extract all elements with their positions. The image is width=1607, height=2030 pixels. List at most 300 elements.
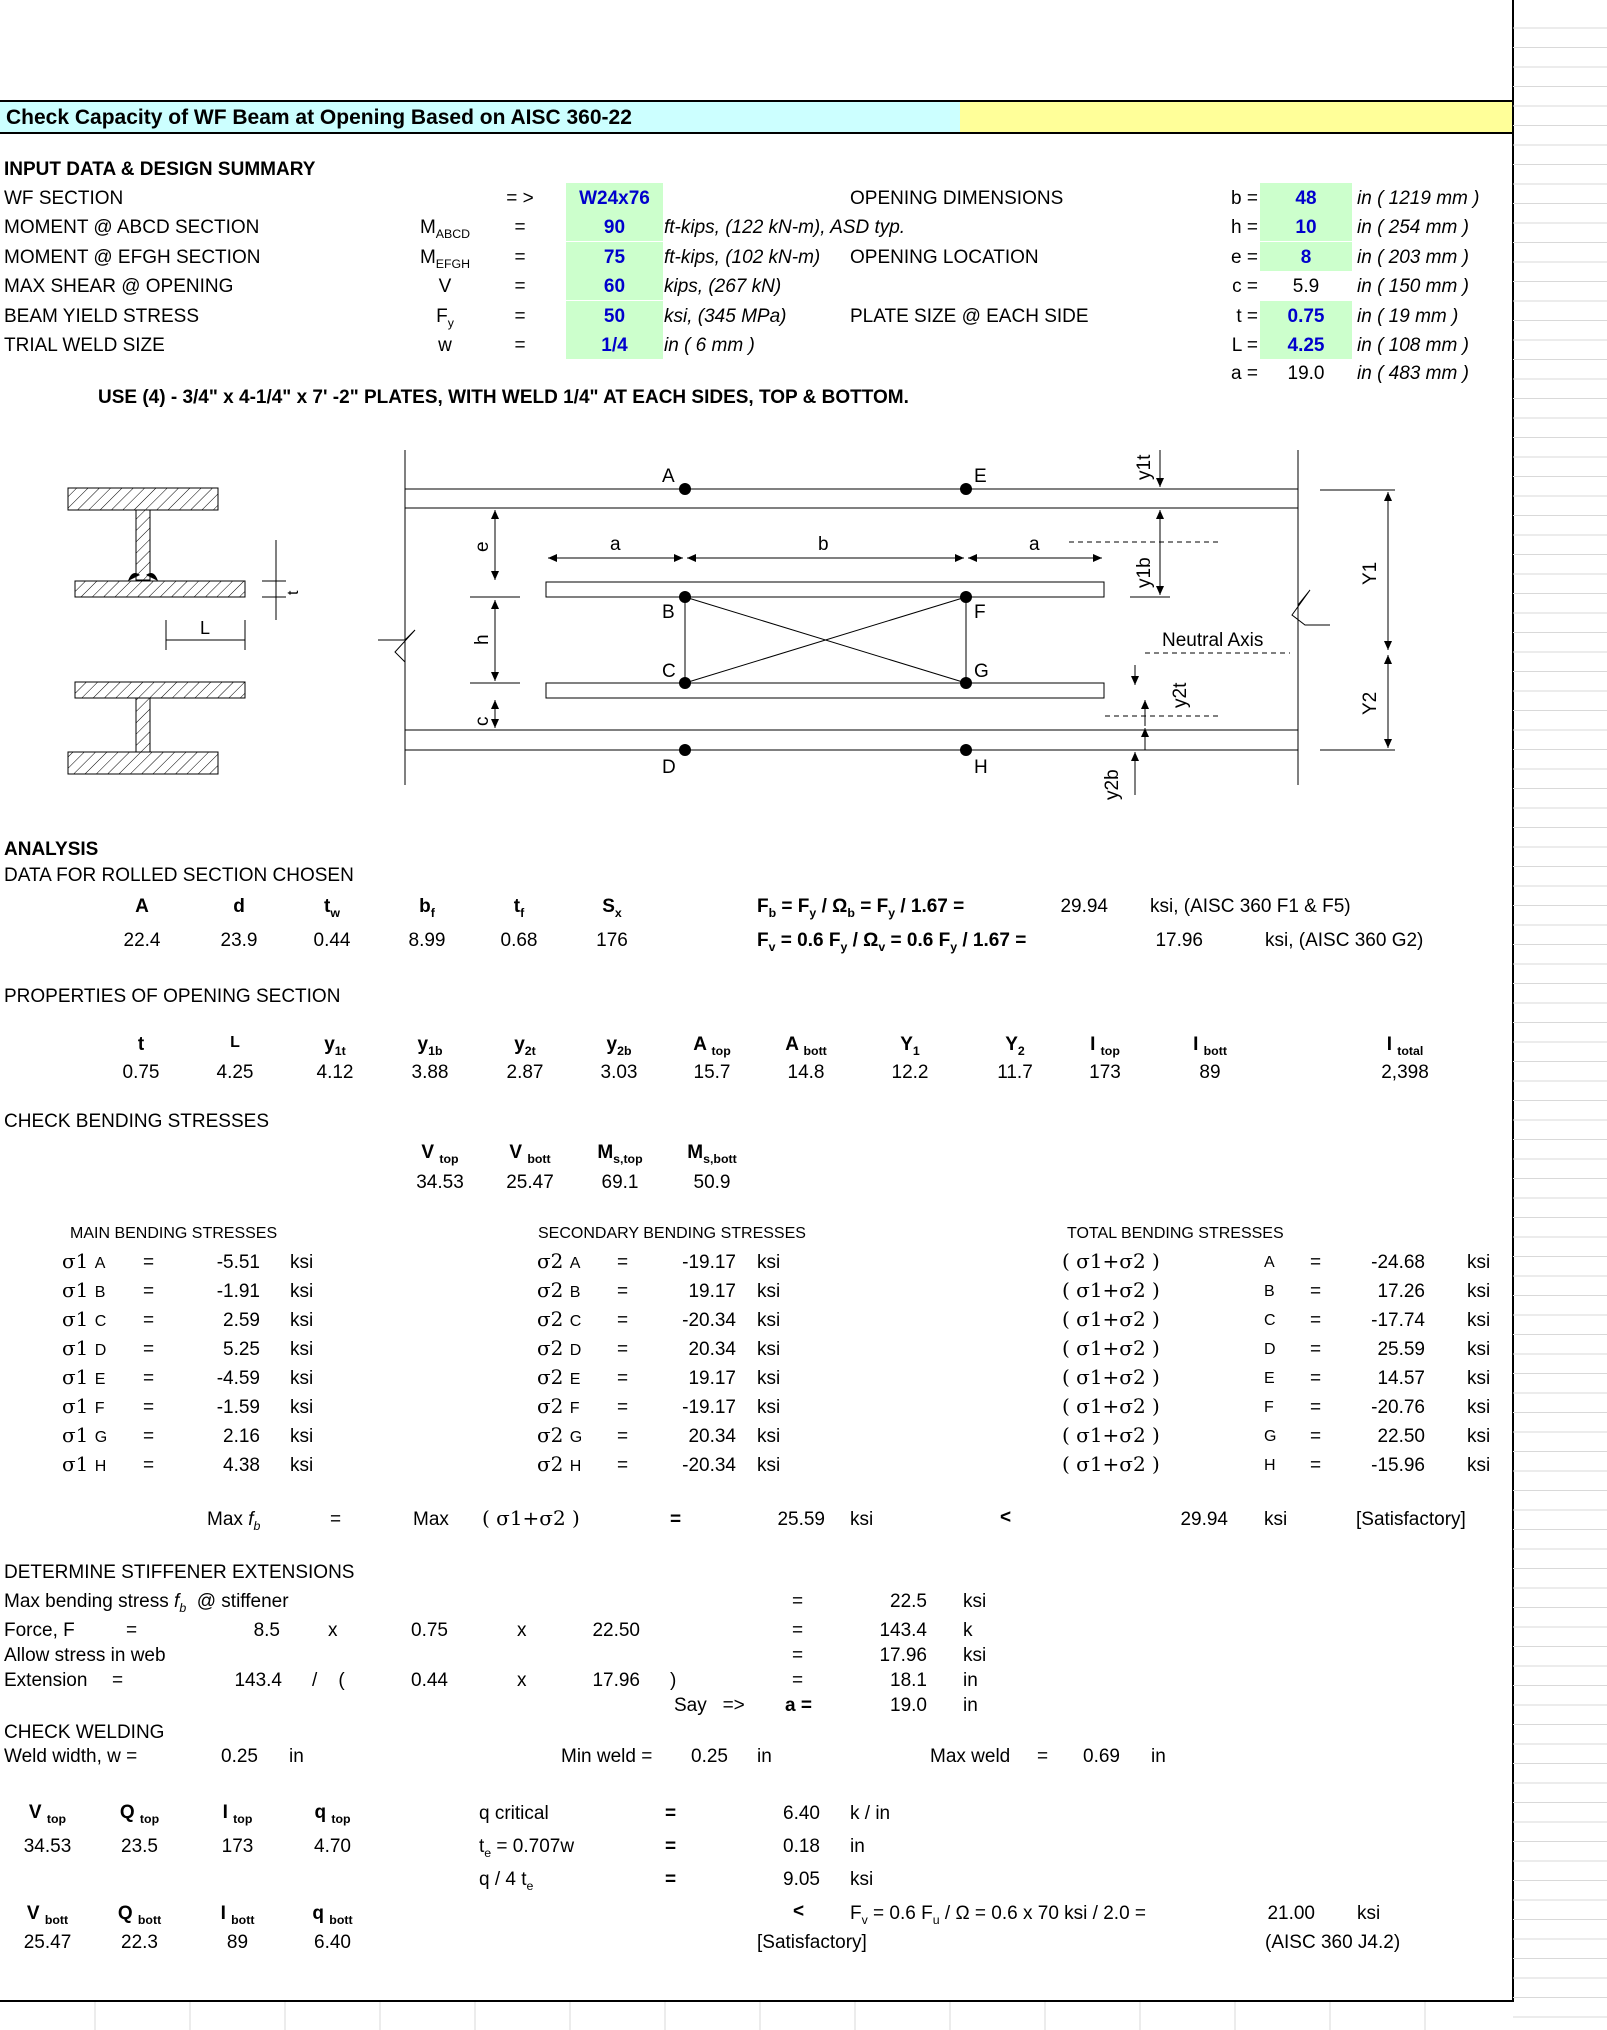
- opening-value: 4.25: [1287, 335, 1325, 356]
- min-weld-unit: in: [757, 1746, 772, 1767]
- rolled-header: DATA FOR ROLLED SECTION CHOSEN: [4, 865, 354, 886]
- fv-weld-unit: ksi: [1357, 1903, 1381, 1924]
- ksi-unit: ksi: [757, 1368, 781, 1389]
- ksi-unit: ksi: [1467, 1310, 1491, 1331]
- sigma1-value: -5.51: [216, 1252, 260, 1273]
- bending-col-header: $M_{s,bott}$: [687, 1142, 737, 1166]
- force-a: 8.5: [253, 1620, 280, 1641]
- input-value: 60: [603, 276, 626, 297]
- opening-symbol: L =: [1231, 335, 1258, 356]
- eq-sign: =: [617, 1426, 629, 1447]
- point-label: F: [1264, 1399, 1274, 1416]
- te-value: 0.18: [783, 1836, 820, 1857]
- beam-opening-diagram: [0, 440, 1512, 820]
- eq-sign: =: [617, 1455, 629, 1476]
- point-label: D: [1264, 1341, 1276, 1358]
- opening-col-header: A $_{top}$: [693, 1034, 731, 1058]
- weld-width-unit: in: [289, 1746, 304, 1767]
- sigma2-label: σ2 D: [537, 1336, 582, 1360]
- opening-value: 2.87: [506, 1062, 544, 1083]
- extension-a: 143.4: [234, 1670, 282, 1691]
- opening-symbol: h =: [1231, 217, 1258, 238]
- opening-value: 173: [1089, 1062, 1121, 1083]
- sum-label: ( σ1+σ2 ): [1062, 1249, 1160, 1273]
- opening-location-label: OPENING LOCATION: [850, 247, 1039, 268]
- allow-value: 29.94: [1180, 1509, 1228, 1530]
- sum-label: ( σ1+σ2 ): [1062, 1394, 1160, 1418]
- opening-col-header: t: [137, 1034, 145, 1055]
- opening-unit: in ( 254 mm ): [1357, 217, 1469, 238]
- sigma2-label: σ2 F: [537, 1394, 580, 1418]
- input-symbol: $F_y$: [436, 306, 454, 330]
- opening-value: 19.0: [1287, 363, 1325, 384]
- rolled-value: 0.68: [500, 930, 538, 951]
- weld-top-value: 23.5: [121, 1836, 158, 1857]
- input-eq: = >: [506, 188, 534, 209]
- weld-bott-header: V $_{bott}$: [26, 1903, 69, 1927]
- svg-text:L: L: [200, 618, 211, 638]
- bending-value: 34.53: [416, 1172, 464, 1193]
- total-value: -17.74: [1371, 1310, 1425, 1331]
- eq-sign: =: [1310, 1397, 1322, 1418]
- weld-less-than: <: [793, 1901, 805, 1922]
- opening-value: 5.9: [1292, 276, 1320, 297]
- max-fb-eq: =: [330, 1509, 342, 1530]
- sigma2-label: σ2 A: [537, 1249, 581, 1273]
- input-unit: kips, (267 kN): [664, 276, 782, 297]
- ksi-unit: ksi: [757, 1281, 781, 1302]
- fv-value: 17.96: [1155, 930, 1203, 951]
- design-summary: USE (4) - 3/4" x 4-1/4" x 7' -2" PLATES, WITH WELD 1/4" AT EACH SIDES, TOP & BOTTOM.: [98, 387, 909, 408]
- point-label: H: [1264, 1457, 1276, 1474]
- point-label-B: B: [662, 602, 675, 623]
- point-label-C: C: [662, 661, 676, 682]
- total-value: -15.96: [1371, 1455, 1425, 1476]
- sigma2-value: 19.17: [688, 1368, 736, 1389]
- q4-unit: ksi: [850, 1869, 874, 1890]
- welding-header: CHECK WELDING: [4, 1722, 165, 1743]
- input-value: 90: [603, 217, 626, 238]
- sigma1-label: σ1 C: [62, 1307, 107, 1331]
- max-eq: =: [670, 1509, 682, 1530]
- input-eq: =: [514, 247, 526, 268]
- y2b-label: y2b: [1102, 769, 1123, 800]
- opening-value: 2,398: [1381, 1062, 1429, 1083]
- extension-slash: / (: [312, 1670, 345, 1691]
- weld-top-value: 4.70: [314, 1836, 351, 1857]
- force-b: 0.75: [411, 1620, 448, 1641]
- sigma1-label: σ1 B: [62, 1278, 106, 1302]
- opening-unit: in ( 483 mm ): [1357, 363, 1469, 384]
- point-label: A: [1264, 1254, 1275, 1271]
- opening-col-header: $y_{2b}$: [606, 1034, 632, 1058]
- eq-sign: =: [143, 1310, 155, 1331]
- max-weld-value: 0.69: [1083, 1746, 1120, 1767]
- say-label: Say =>: [674, 1695, 745, 1716]
- weld-top-value: 173: [221, 1836, 254, 1857]
- y1t-label: y1t: [1134, 454, 1155, 480]
- weld-top-header: V $_{top}$: [28, 1802, 67, 1826]
- max-sum-label: ( σ1+σ2 ): [482, 1506, 580, 1530]
- ksi-unit: ksi: [757, 1397, 781, 1418]
- eq-sign: =: [143, 1339, 155, 1360]
- qcrit-unit: k / in: [850, 1803, 891, 1824]
- beam-elevation: [378, 450, 1395, 785]
- sigma1-label: σ1 G: [62, 1423, 108, 1447]
- q4-value: 9.05: [783, 1869, 820, 1890]
- opening-col-header: $y_{2t}$: [514, 1034, 536, 1058]
- sigma2-value: -19.17: [682, 1252, 736, 1273]
- sigma1-value: -1.59: [216, 1397, 260, 1418]
- stiffener-line1-label: Max bending stress $f_b$ @ stiffener: [4, 1591, 289, 1615]
- weld-top-header: Q $_{top}$: [119, 1802, 160, 1826]
- ksi-unit: ksi: [290, 1252, 314, 1273]
- opening-col-header: $y_{1t}$: [324, 1034, 346, 1058]
- spreadsheet-grid-bottom: [0, 2002, 1513, 2030]
- min-weld-label: Min weld =: [561, 1746, 653, 1767]
- max-weld-label: Max weld: [930, 1746, 1011, 1767]
- allow-web-value: 17.96: [879, 1645, 927, 1666]
- allow-web-unit: ksi: [963, 1645, 987, 1666]
- weld-width-value: 0.25: [221, 1746, 258, 1767]
- fb-formula: $F_b = F_y / \Omega_b = F_y / 1.67$ =: [757, 896, 965, 920]
- total-value: 22.50: [1377, 1426, 1425, 1447]
- point-label-F: F: [974, 602, 986, 623]
- input-value: 75: [603, 247, 626, 268]
- fv-formula: $F_v = 0.6$ $F_y / \Omega_v = 0.6$ $F_y / 1.67$ =: [757, 930, 1027, 954]
- sigma1-label: σ1 D: [62, 1336, 107, 1360]
- sum-label: ( σ1+σ2 ): [1062, 1307, 1160, 1331]
- eq-sign: =: [617, 1281, 629, 1302]
- sigma2-value: 20.34: [688, 1426, 736, 1447]
- weld-bott-header: I $_{bott}$: [220, 1903, 255, 1927]
- sigma1-label: σ1 H: [62, 1452, 107, 1476]
- dim-label-a: a: [1029, 534, 1040, 555]
- sigma1-label: σ1 F: [62, 1394, 105, 1418]
- svg-text:t: t: [285, 590, 302, 595]
- fb-ref: ksi, (AISC 360 F1 & F5): [1150, 896, 1351, 917]
- eq-sign: =: [617, 1310, 629, 1331]
- q4-label: q / 4 $t_e$: [479, 1869, 534, 1893]
- stiffener-header: DETERMINE STIFFENER EXTENSIONS: [4, 1562, 355, 1583]
- point-label: E: [1264, 1370, 1275, 1387]
- total-value: -24.68: [1371, 1252, 1425, 1273]
- eq-sign: =: [143, 1252, 155, 1273]
- title-bar: [0, 100, 1512, 134]
- secondary-stresses-header: SECONDARY BENDING STRESSES: [538, 1225, 806, 1242]
- neutral-axis-label: Neutral Axis: [1162, 630, 1264, 651]
- max-fb-label: Max $f_b$: [207, 1509, 261, 1533]
- analysis-header: ANALYSIS: [4, 839, 99, 860]
- opening-value: 14.8: [787, 1062, 825, 1083]
- input-label: MOMENT @ ABCD SECTION: [4, 217, 260, 238]
- extension-eq2: =: [792, 1670, 804, 1691]
- bending-value: 69.1: [601, 1172, 639, 1193]
- te-unit: in: [850, 1836, 865, 1857]
- input-symbol: $M_{EFGH}$: [419, 247, 471, 271]
- less-than: <: [1000, 1507, 1012, 1528]
- weld-result: [Satisfactory]: [757, 1932, 867, 1953]
- force-c: 22.50: [592, 1620, 640, 1641]
- opening-value: 10: [1295, 217, 1317, 238]
- eq-sign: =: [1310, 1455, 1322, 1476]
- diagram-points: [679, 483, 972, 756]
- opening-col-header: I $_{bott}$: [1193, 1034, 1227, 1058]
- opening-symbol: t =: [1236, 306, 1258, 327]
- rolled-value: 22.4: [123, 930, 161, 951]
- point-label-A: A: [662, 466, 675, 487]
- bending-value: 50.9: [693, 1172, 731, 1193]
- dim-label-a: a: [610, 534, 621, 555]
- stiffener-line1-eq: =: [792, 1591, 804, 1612]
- opening-value: 3.03: [600, 1062, 638, 1083]
- input-label: MAX SHEAR @ OPENING: [4, 276, 234, 297]
- opening-unit: in ( 19 mm ): [1357, 306, 1459, 327]
- rolled-col-header: $S_x$: [602, 896, 622, 920]
- input-value: 50: [603, 306, 626, 327]
- input-label: TRIAL WELD SIZE: [4, 335, 165, 356]
- sigma2-value: -20.34: [682, 1310, 736, 1331]
- sum-label: ( σ1+σ2 ): [1062, 1278, 1160, 1302]
- opening-col-header: $y_{1b}$: [417, 1034, 443, 1058]
- total-value: 25.59: [1377, 1339, 1425, 1360]
- ksi-unit: ksi: [290, 1426, 314, 1447]
- sum-label: ( σ1+σ2 ): [1062, 1336, 1160, 1360]
- sigma1-label: σ1 E: [62, 1365, 106, 1389]
- total-stresses-header: TOTAL BENDING STRESSES: [1067, 1225, 1284, 1242]
- y2t-label: y2t: [1170, 682, 1191, 708]
- eq-sign: =: [143, 1426, 155, 1447]
- opening-unit: in ( 150 mm ): [1357, 276, 1469, 297]
- Y2-label: Y2: [1360, 691, 1381, 715]
- opening-symbol: c =: [1232, 276, 1258, 297]
- rolled-col-header: $b_f$: [419, 896, 435, 920]
- opening-col-header: I $_{top}$: [1090, 1034, 1120, 1058]
- rolled-value: 23.9: [220, 930, 258, 951]
- ksi-unit: ksi: [1467, 1339, 1491, 1360]
- say-value: 19.0: [890, 1695, 927, 1716]
- extension-b: 0.44: [411, 1670, 448, 1691]
- bending-col-header: V $_{bott}$: [509, 1142, 551, 1166]
- rolled-value: 8.99: [408, 930, 446, 951]
- input-header: INPUT DATA & DESIGN SUMMARY: [4, 159, 316, 180]
- bending-result: [Satisfactory]: [1356, 1509, 1466, 1530]
- say-unit: in: [963, 1695, 978, 1716]
- ksi-unit: ksi: [290, 1397, 314, 1418]
- sum-label: ( σ1+σ2 ): [1062, 1452, 1160, 1476]
- ksi-unit: ksi: [757, 1339, 781, 1360]
- sigma1-value: 4.38: [223, 1455, 260, 1476]
- weld-bott-value: 22.3: [121, 1932, 158, 1953]
- input-unit: in ( 6 mm ): [664, 335, 755, 356]
- main-stresses-header: MAIN BENDING STRESSES: [70, 1225, 278, 1242]
- opening-dimensions-label: OPENING DIMENSIONS: [850, 188, 1064, 209]
- point-label: C: [1264, 1312, 1276, 1329]
- opening-unit: in ( 203 mm ): [1357, 247, 1469, 268]
- force-label: Force, F: [4, 1620, 75, 1641]
- max-unit: ksi: [850, 1509, 874, 1530]
- spreadsheet-grid-right: [1513, 0, 1607, 2030]
- ksi-unit: ksi: [290, 1368, 314, 1389]
- bending-col-header: $M_{s,top}$: [597, 1142, 643, 1166]
- opening-value: 3.88: [411, 1062, 449, 1083]
- dim-label-e: e: [472, 541, 493, 552]
- eq-sign: =: [143, 1397, 155, 1418]
- sigma1-value: 2.16: [223, 1426, 260, 1447]
- input-value: 1/4: [601, 335, 628, 356]
- opening-value: 4.25: [216, 1062, 254, 1083]
- ksi-unit: ksi: [290, 1310, 314, 1331]
- eq-sign: =: [1310, 1252, 1322, 1273]
- ksi-unit: ksi: [1467, 1426, 1491, 1447]
- qcrit-label: q critical: [479, 1803, 549, 1824]
- extension-x: x: [517, 1670, 527, 1691]
- plate-size-label: PLATE SIZE @ EACH SIDE: [850, 306, 1089, 327]
- weld-bott-header: Q $_{bott}$: [117, 1903, 162, 1927]
- extension-eq1: =: [112, 1670, 124, 1691]
- opening-value: 0.75: [122, 1062, 160, 1083]
- input-symbol: w: [438, 335, 452, 356]
- opening-value: 12.2: [891, 1062, 929, 1083]
- total-value: -20.76: [1371, 1397, 1425, 1418]
- force-x1: x: [328, 1620, 338, 1641]
- point-label-D: D: [662, 757, 676, 778]
- opening-value: 11.7: [997, 1062, 1033, 1083]
- total-value: 14.57: [1377, 1368, 1425, 1389]
- stiffener-line1-unit: ksi: [963, 1591, 987, 1612]
- opening-col-header: I $_{total}$: [1386, 1034, 1424, 1058]
- eq-sign: =: [143, 1368, 155, 1389]
- ksi-unit: ksi: [1467, 1281, 1491, 1302]
- eq-sign: =: [617, 1252, 629, 1273]
- opening-header: PROPERTIES OF OPENING SECTION: [4, 986, 341, 1007]
- ksi-unit: ksi: [757, 1252, 781, 1273]
- te-eq: =: [665, 1836, 677, 1857]
- stiffener-line1-value: 22.5: [890, 1591, 927, 1612]
- ksi-unit: ksi: [1467, 1252, 1491, 1273]
- sigma2-label: σ2 H: [537, 1452, 582, 1476]
- allow-unit: ksi: [1264, 1509, 1288, 1530]
- input-label: MOMENT @ EFGH SECTION: [4, 247, 261, 268]
- bending-header: CHECK BENDING STRESSES: [4, 1111, 269, 1132]
- min-weld-value: 0.25: [691, 1746, 728, 1767]
- allow-web-eq: =: [792, 1645, 804, 1666]
- sigma1-value: -4.59: [216, 1368, 260, 1389]
- input-eq: =: [514, 335, 526, 356]
- fv-weld-value: 21.00: [1267, 1903, 1315, 1924]
- Y1-label: Y1: [1360, 561, 1381, 585]
- ksi-unit: ksi: [1467, 1455, 1491, 1476]
- opening-value: 4.12: [316, 1062, 354, 1083]
- eq-sign: =: [617, 1368, 629, 1389]
- eq-sign: =: [1310, 1426, 1322, 1447]
- input-label: BEAM YIELD STRESS: [4, 306, 199, 327]
- fb-value: 29.94: [1060, 896, 1108, 917]
- eq-sign: =: [617, 1397, 629, 1418]
- input-symbol: $M_{ABCD}$: [419, 217, 471, 241]
- sigma2-label: σ2 C: [537, 1307, 582, 1331]
- point-label: G: [1264, 1428, 1277, 1445]
- eq-sign: =: [1310, 1339, 1322, 1360]
- force-eq2: =: [792, 1620, 804, 1641]
- rolled-col-header: $t_w$: [324, 896, 340, 920]
- point-label-H: H: [974, 757, 988, 778]
- eq-sign: =: [143, 1455, 155, 1476]
- fv-weld-formula: $F_v = 0.6$ $F_u / \Omega = 0.6$ x 70 ksi / 2.0 =: [850, 1903, 1147, 1927]
- opening-col-header: A $_{bott}$: [785, 1034, 827, 1058]
- force-unit: k: [963, 1620, 973, 1641]
- weld-top-header: I $_{top}$: [222, 1802, 253, 1826]
- force-eq1: =: [126, 1620, 138, 1641]
- opening-value: 8: [1300, 247, 1312, 268]
- opening-symbol: b =: [1231, 188, 1258, 209]
- opening-col-header: L: [230, 1034, 240, 1051]
- sigma2-label: σ2 E: [537, 1365, 581, 1389]
- input-eq: =: [514, 276, 526, 297]
- sum-label: ( σ1+σ2 ): [1062, 1365, 1160, 1389]
- qcrit-value: 6.40: [783, 1803, 820, 1824]
- point-label: B: [1264, 1283, 1275, 1300]
- opening-value: 48: [1295, 188, 1317, 209]
- sigma2-value: 19.17: [688, 1281, 736, 1302]
- sigma2-label: σ2 B: [537, 1278, 581, 1302]
- extension-close: ): [670, 1670, 677, 1691]
- input-eq: =: [514, 306, 526, 327]
- rolled-col-header: $t_f$: [513, 896, 525, 920]
- ksi-unit: ksi: [290, 1339, 314, 1360]
- point-label-E: E: [974, 466, 987, 487]
- sigma2-value: 20.34: [688, 1339, 736, 1360]
- dim-label-h: h: [472, 634, 493, 645]
- sigma1-value: 5.25: [223, 1339, 260, 1360]
- input-symbol: V: [438, 276, 452, 297]
- rolled-col-header: A: [135, 896, 149, 917]
- max-label: Max: [413, 1509, 449, 1530]
- eq-sign: =: [617, 1339, 629, 1360]
- ksi-unit: ksi: [757, 1426, 781, 1447]
- extension-value: 18.1: [890, 1670, 927, 1691]
- input-eq: =: [514, 217, 526, 238]
- point-label-G: G: [974, 661, 989, 682]
- te-label: $t_e = 0.707w$: [479, 1836, 575, 1860]
- input-unit: ft-kips, (122 kN-m), ASD typ.: [664, 217, 906, 238]
- ksi-unit: ksi: [1467, 1368, 1491, 1389]
- opening-value: 0.75: [1287, 306, 1325, 327]
- say-a: a =: [785, 1695, 812, 1716]
- section-sketch: [68, 488, 302, 774]
- opening-value: 89: [1199, 1062, 1221, 1083]
- rolled-value: 0.44: [313, 930, 351, 951]
- fv-weld-ref: (AISC 360 J4.2): [1265, 1932, 1401, 1953]
- ksi-unit: ksi: [290, 1455, 314, 1476]
- sigma2-value: -19.17: [682, 1397, 736, 1418]
- extension-label: Extension: [4, 1670, 88, 1691]
- ksi-unit: ksi: [757, 1310, 781, 1331]
- extension-unit: in: [963, 1670, 978, 1691]
- dim-label-b: b: [818, 534, 829, 555]
- ksi-unit: ksi: [290, 1281, 314, 1302]
- qcrit-eq: =: [665, 1803, 677, 1824]
- sigma1-value: -1.91: [216, 1281, 260, 1302]
- opening-col-header: $Y_1$: [900, 1034, 920, 1058]
- opening-unit: in ( 1219 mm ): [1357, 188, 1480, 209]
- force-value: 143.4: [879, 1620, 927, 1641]
- bending-value: 25.47: [506, 1172, 554, 1193]
- opening-symbol: e =: [1231, 247, 1258, 268]
- bending-col-header: V $_{top}$: [421, 1142, 459, 1166]
- q4-eq: =: [665, 1869, 677, 1890]
- max-weld-unit: in: [1151, 1746, 1166, 1767]
